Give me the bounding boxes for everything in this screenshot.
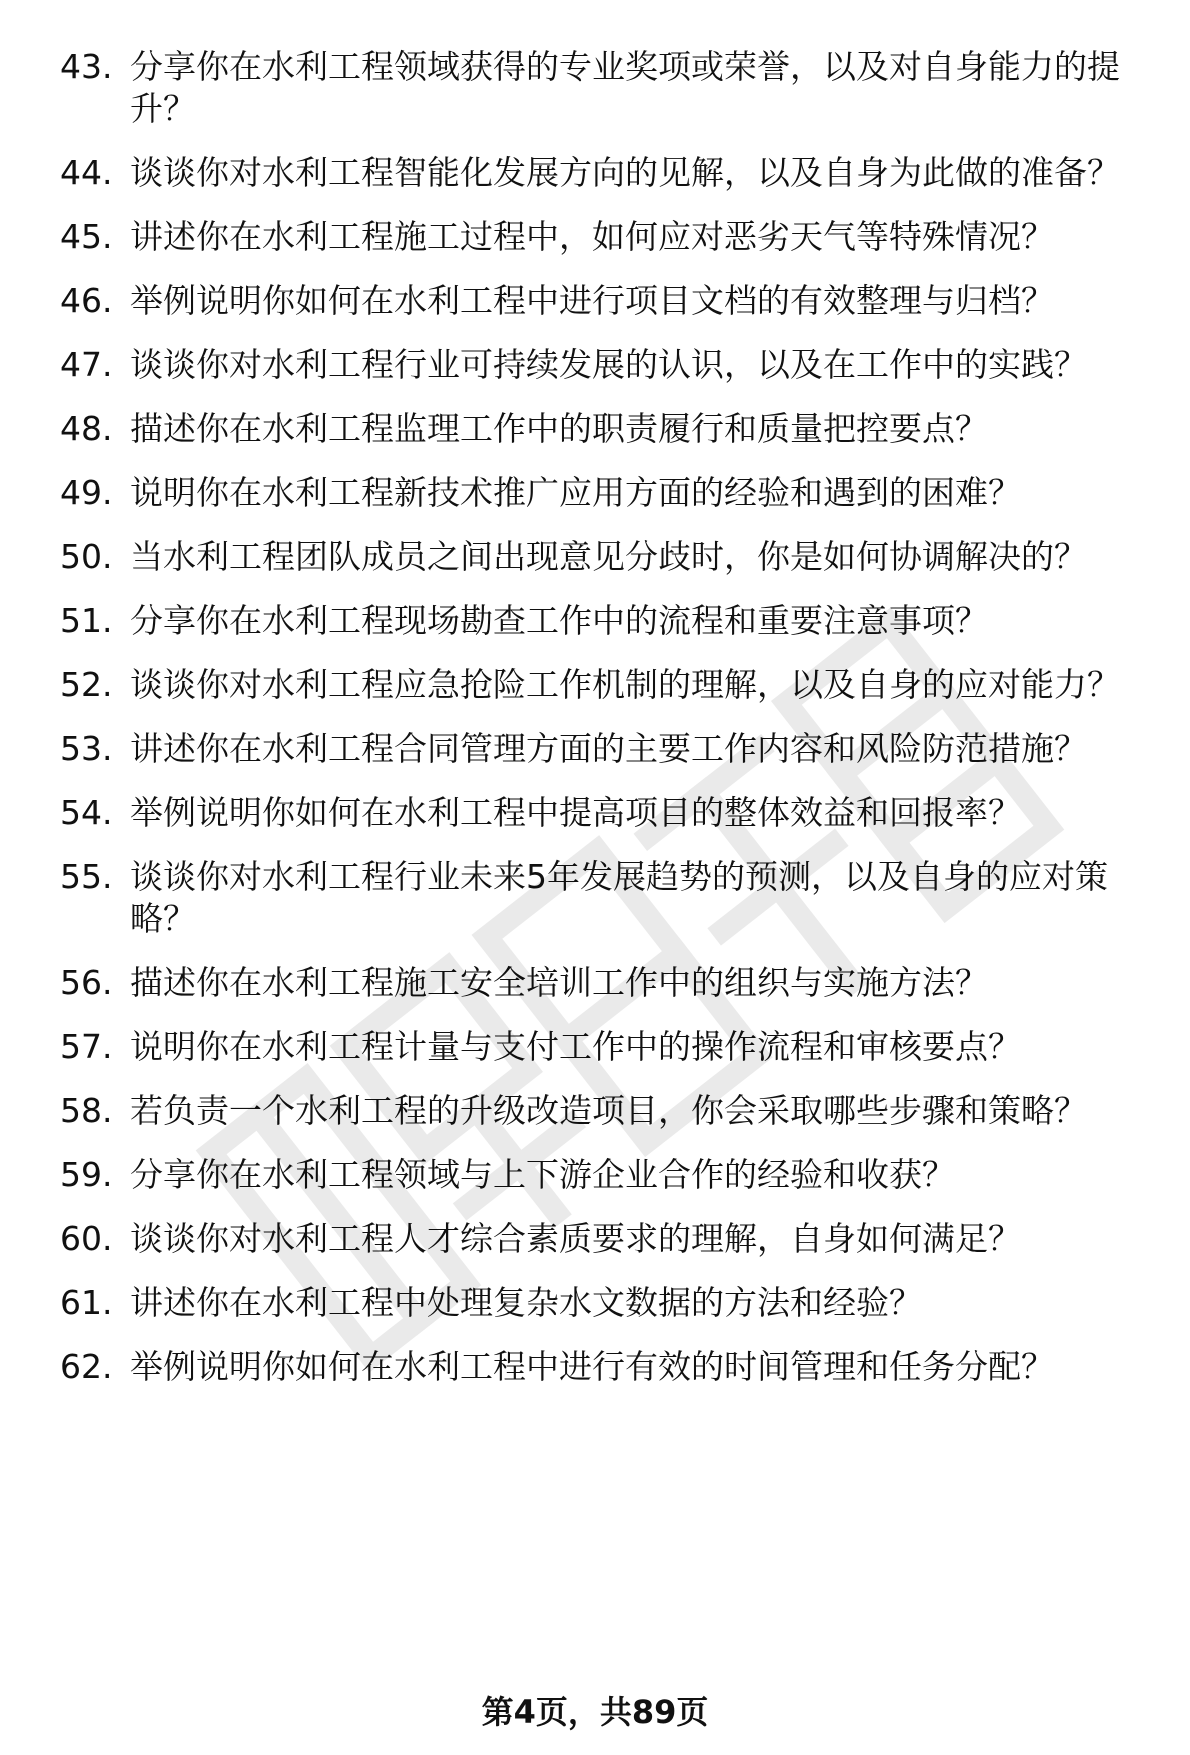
question-number: 45. [60, 217, 113, 256]
question-item [60, 962, 1160, 1004]
question-text: 举例说明你如何在水利工程中进行有效的时间管理和任务分配？ [130, 1347, 1054, 1386]
question-number: 58. [60, 1091, 113, 1130]
page-footer: 第4页，共89页 [481, 1693, 709, 1731]
question-text: 说明你在水利工程计量与支付工作中的操作流程和审核要点？ [130, 1027, 1021, 1066]
question-number: 52. [60, 665, 113, 704]
question-number: 51. [60, 601, 113, 640]
question-item [60, 1346, 1160, 1388]
question-item [60, 1026, 1160, 1068]
question-number: 43. [60, 47, 113, 86]
question-item [60, 1218, 1160, 1260]
question-text: 讲述你在水利工程合同管理方面的主要工作内容和风险防范措施？ [130, 729, 1087, 768]
question-number: 53. [60, 729, 113, 768]
question-item [60, 408, 1160, 450]
question-list [60, 46, 1160, 1410]
question-text: 谈谈你对水利工程人才综合素质要求的理解，自身如何满足？ [130, 1219, 1021, 1258]
question-item [60, 1282, 1160, 1324]
question-text: 谈谈你对水利工程行业未来5年发展趋势的预测，以及自身的应对策略？ [130, 857, 1108, 938]
question-item [60, 600, 1160, 642]
question-item [60, 280, 1160, 322]
question-number: 62. [60, 1347, 113, 1386]
question-item [60, 46, 1160, 130]
question-number: 55. [60, 857, 113, 896]
question-number: 54. [60, 793, 113, 832]
question-number: 50. [60, 537, 113, 576]
question-text: 举例说明你如何在水利工程中提高项目的整体效益和回报率？ [130, 793, 1021, 832]
question-text: 谈谈你对水利工程应急抢险工作机制的理解，以及自身的应对能力？ [130, 665, 1120, 704]
question-text: 当水利工程团队成员之间出现意见分歧时，你是如何协调解决的？ [130, 537, 1087, 576]
question-number: 49. [60, 473, 113, 512]
question-number: 44. [60, 153, 113, 192]
question-item [60, 152, 1160, 194]
question-item [60, 792, 1160, 834]
question-text: 讲述你在水利工程中处理复杂水文数据的方法和经验？ [130, 1283, 922, 1322]
question-text: 讲述你在水利工程施工过程中，如何应对恶劣天气等特殊情况？ [130, 217, 1054, 256]
question-number: 59. [60, 1155, 113, 1194]
question-item [60, 472, 1160, 514]
question-number: 60. [60, 1219, 113, 1258]
question-text: 说明你在水利工程新技术推广应用方面的经验和遇到的困难？ [130, 473, 1021, 512]
question-item [60, 1154, 1160, 1196]
question-text: 谈谈你对水利工程智能化发展方向的见解，以及自身为此做的准备？ [130, 153, 1120, 192]
question-text: 分享你在水利工程领域与上下游企业合作的经验和收获？ [130, 1155, 955, 1194]
question-item [60, 856, 1160, 940]
question-number: 56. [60, 963, 113, 1002]
question-text: 举例说明你如何在水利工程中进行项目文档的有效整理与归档？ [130, 281, 1054, 320]
question-item [60, 536, 1160, 578]
question-item [60, 344, 1160, 386]
question-text: 分享你在水利工程现场勘查工作中的流程和重要注意事项？ [130, 601, 988, 640]
question-text: 描述你在水利工程监理工作中的职责履行和质量把控要点？ [130, 409, 988, 448]
question-number: 57. [60, 1027, 113, 1066]
question-text: 分享你在水利工程领域获得的专业奖项或荣誉，以及对自身能力的提升？ [130, 47, 1120, 128]
question-item [60, 728, 1160, 770]
question-text: 谈谈你对水利工程行业可持续发展的认识，以及在工作中的实践？ [130, 345, 1087, 384]
question-number: 61. [60, 1283, 113, 1322]
question-text: 若负责一个水利工程的升级改造项目，你会采取哪些步骤和策略？ [130, 1091, 1087, 1130]
question-number: 46. [60, 281, 113, 320]
question-text: 描述你在水利工程施工安全培训工作中的组织与实施方法？ [130, 963, 988, 1002]
question-number: 47. [60, 345, 113, 384]
question-number: 48. [60, 409, 113, 448]
question-item [60, 1090, 1160, 1132]
question-item [60, 216, 1160, 258]
question-item [60, 664, 1160, 706]
